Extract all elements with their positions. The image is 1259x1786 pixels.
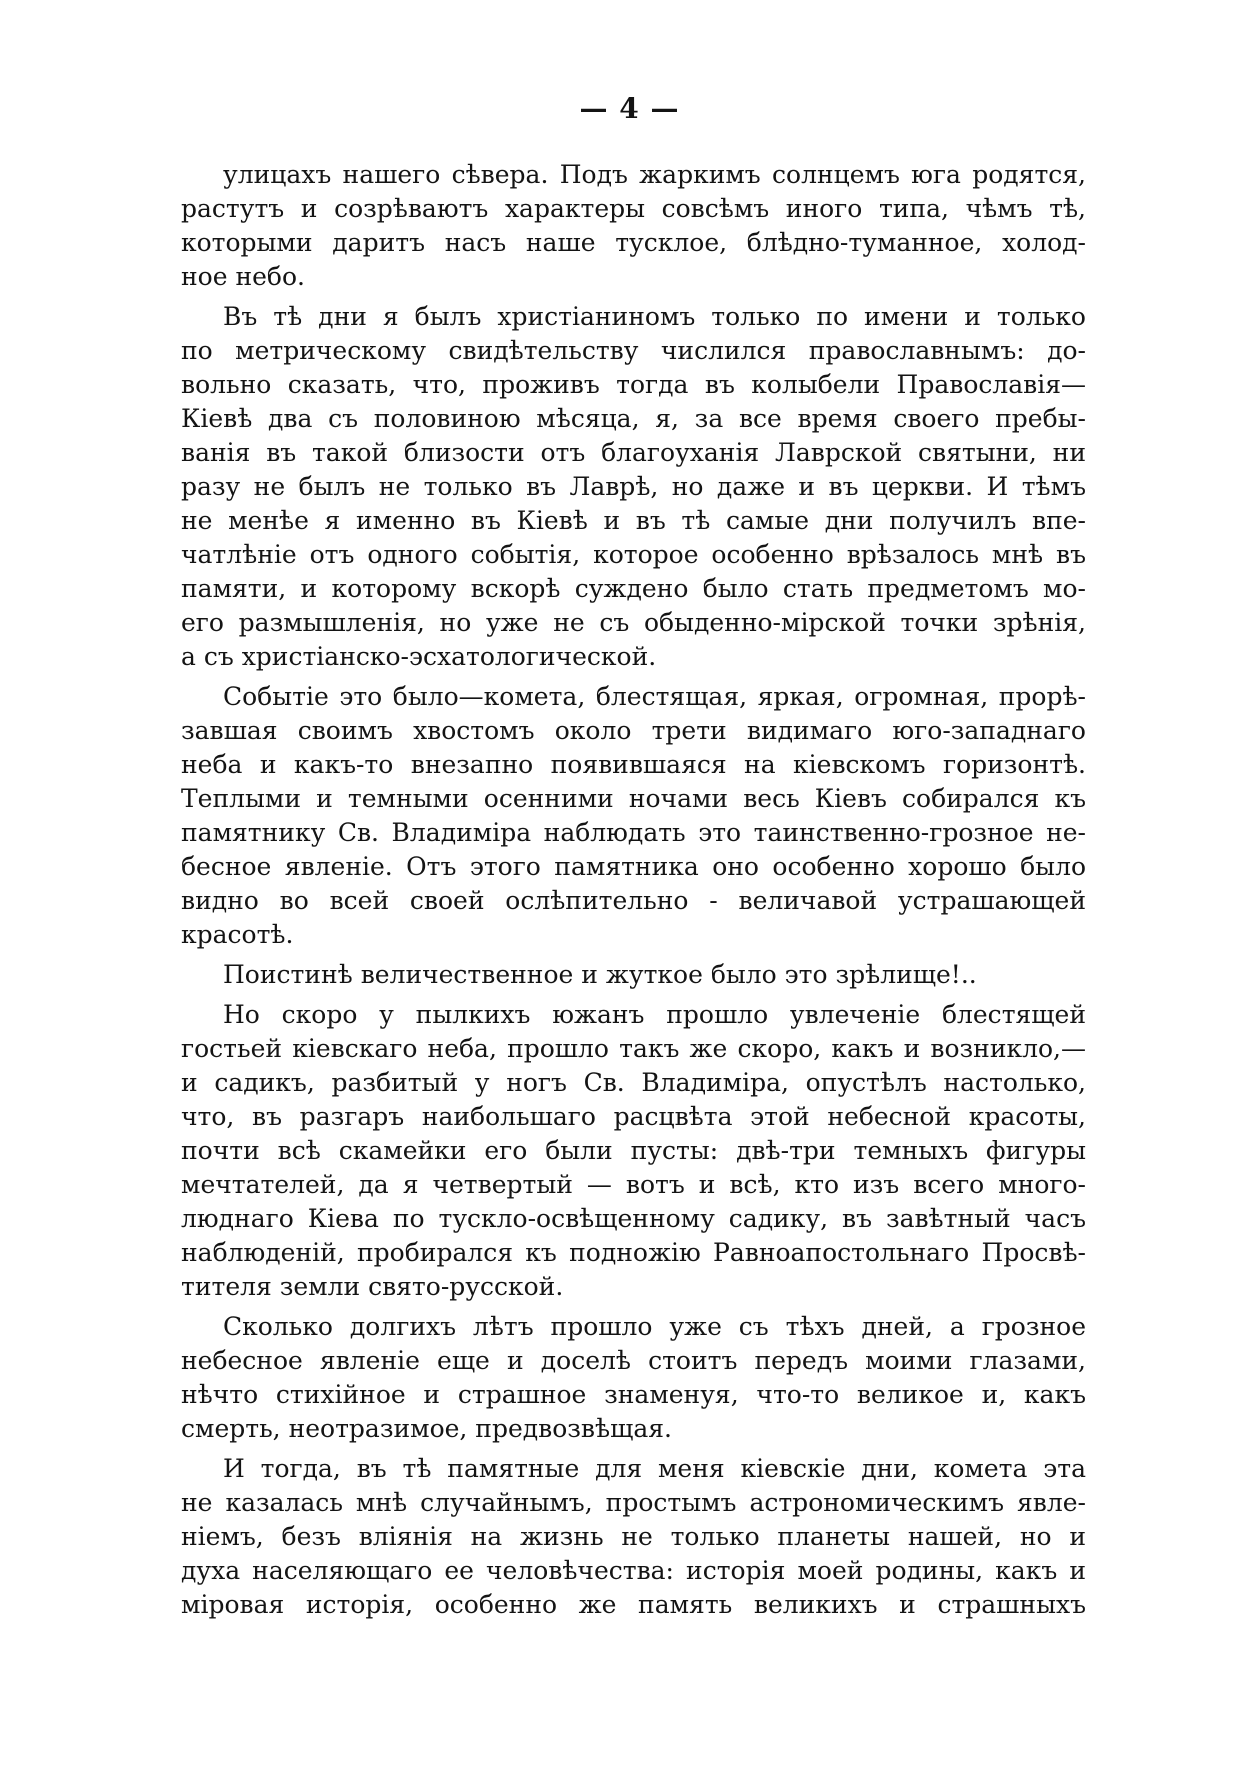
text-line: тителя земли свято-русской. (181, 1272, 564, 1301)
text-line: видно во всей своей ослѣпительно - величавой устрашающей (181, 886, 1086, 915)
text-line: что, въ разгаръ наибольшаго расцвѣта этой небесной красоты, (181, 1102, 1086, 1131)
text-line: улицахъ нашего сѣвера. Подъ жаркимъ солнцемъ юга родятся, (223, 160, 1086, 189)
text-line: Кіевѣ два съ половиною мѣсяца, я, за все время своего пребы- (181, 404, 1086, 433)
paragraph (181, 300, 1086, 674)
text-line: не менѣе я именно въ Кіевѣ и въ тѣ самые дни получилъ впе- (181, 506, 1086, 535)
paragraph (181, 680, 1086, 952)
text-line: міровая исторія, особенно же память великихъ и страшныхъ (181, 1590, 1086, 1619)
text-line: Но скоро у пылкихъ южанъ прошло увлеченіе блестящей (223, 1000, 1086, 1029)
text-line: его размышленія, но уже не съ обыденно-мірской точки зрѣнія, (181, 608, 1086, 637)
text-line: Событіе это было—комета, блестящая, яркая, огромная, прорѣ- (223, 682, 1086, 711)
text-line: Сколько долгихъ лѣтъ прошло уже съ тѣхъ дней, а грозное (223, 1312, 1086, 1341)
text-line: духа населяющаго ее человѣчества: исторія моей родины, какъ и (181, 1556, 1086, 1585)
text-line: растутъ и созрѣваютъ характеры совсѣмъ иного типа, чѣмъ тѣ, (181, 194, 1086, 223)
paragraph (181, 1452, 1086, 1622)
text-line: завшая своимъ хвостомъ около трети видимаго юго-западнаго (181, 716, 1086, 745)
text-line: разу не былъ не только въ Лаврѣ, но даже и въ церкви. И тѣмъ (181, 472, 1086, 501)
text-line: которыми даритъ насъ наше тусклое, блѣдно-туманное, холод- (181, 228, 1086, 257)
text-line: наблюденій, пробирался къ подножію Равноапостольнаго Просвѣ- (181, 1238, 1086, 1267)
text-line: чатлѣніе отъ одного событія, которое особенно врѣзалось мнѣ въ (181, 540, 1086, 569)
text-line: Поистинѣ величественное и жуткое было это зрѣлище!.. (223, 960, 977, 989)
text-line: небесное явленіе еще и доселѣ стоитъ передъ моими глазами, (181, 1346, 1086, 1375)
text-line: люднаго Кіева по тускло-освѣщенному садику, въ завѣтный часъ (181, 1204, 1086, 1233)
text-line: по метрическому свидѣтельству числился православнымъ: до- (181, 336, 1086, 365)
text-line: памятнику Св. Владиміра наблюдать это таинственно-грозное не- (181, 818, 1086, 847)
paragraph (181, 998, 1086, 1304)
text-line: не казалась мнѣ случайнымъ, простымъ астрономическимъ явле- (181, 1488, 1086, 1517)
text-line: вольно сказать, что, проживъ тогда въ колыбели Православія— (181, 370, 1086, 399)
text-line: неба и какъ-то внезапно появившаяся на кіевскомъ горизонтѣ. (181, 750, 1086, 779)
paragraph (181, 1310, 1086, 1446)
paragraph (181, 158, 1086, 294)
text-line: ванія въ такой близости отъ благоуханія Лаврской святыни, ни (181, 438, 1086, 467)
text-line: нѣчто стихійное и страшное знаменуя, что-то великое и, какъ (181, 1380, 1086, 1409)
text-line: бесное явленіе. Отъ этого памятника оно особенно хорошо было (181, 852, 1086, 881)
page-number: — 4 — (579, 92, 680, 125)
text-line: Въ тѣ дни я былъ христіаниномъ только по имени и только (223, 302, 1086, 331)
text-line: памяти, и которому вскорѣ суждено было стать предметомъ мо- (181, 574, 1086, 603)
text-line: а съ христіанско-эсхатологической. (181, 642, 657, 671)
text-line: И тогда, въ тѣ памятные для меня кіевскіе дни, комета эта (223, 1454, 1086, 1483)
text-line: красотѣ. (181, 920, 294, 949)
text-line: мечтателей, да я четвертый — вотъ и всѣ, кто изъ всего много- (181, 1170, 1086, 1199)
text-line: гостьей кіевскаго неба, прошло такъ же скоро, какъ и возникло,— (181, 1034, 1086, 1063)
paragraph (181, 958, 1086, 992)
text-line: ное небо. (181, 262, 305, 291)
text-line: ніемъ, безъ вліянія на жизнь не только планеты нашей, но и (181, 1522, 1086, 1551)
body-text (181, 158, 1086, 1628)
text-line: смерть, неотразимое, предвозвѣщая. (181, 1414, 672, 1443)
text-line: и садикъ, разбитый у ногъ Св. Владиміра, опустѣлъ настолько, (181, 1068, 1086, 1097)
text-line: Теплыми и темными осенними ночами весь Кіевъ собирался къ (181, 784, 1086, 813)
text-line: почти всѣ скамейки его были пусты: двѣ-три темныхъ фигуры (181, 1136, 1086, 1165)
